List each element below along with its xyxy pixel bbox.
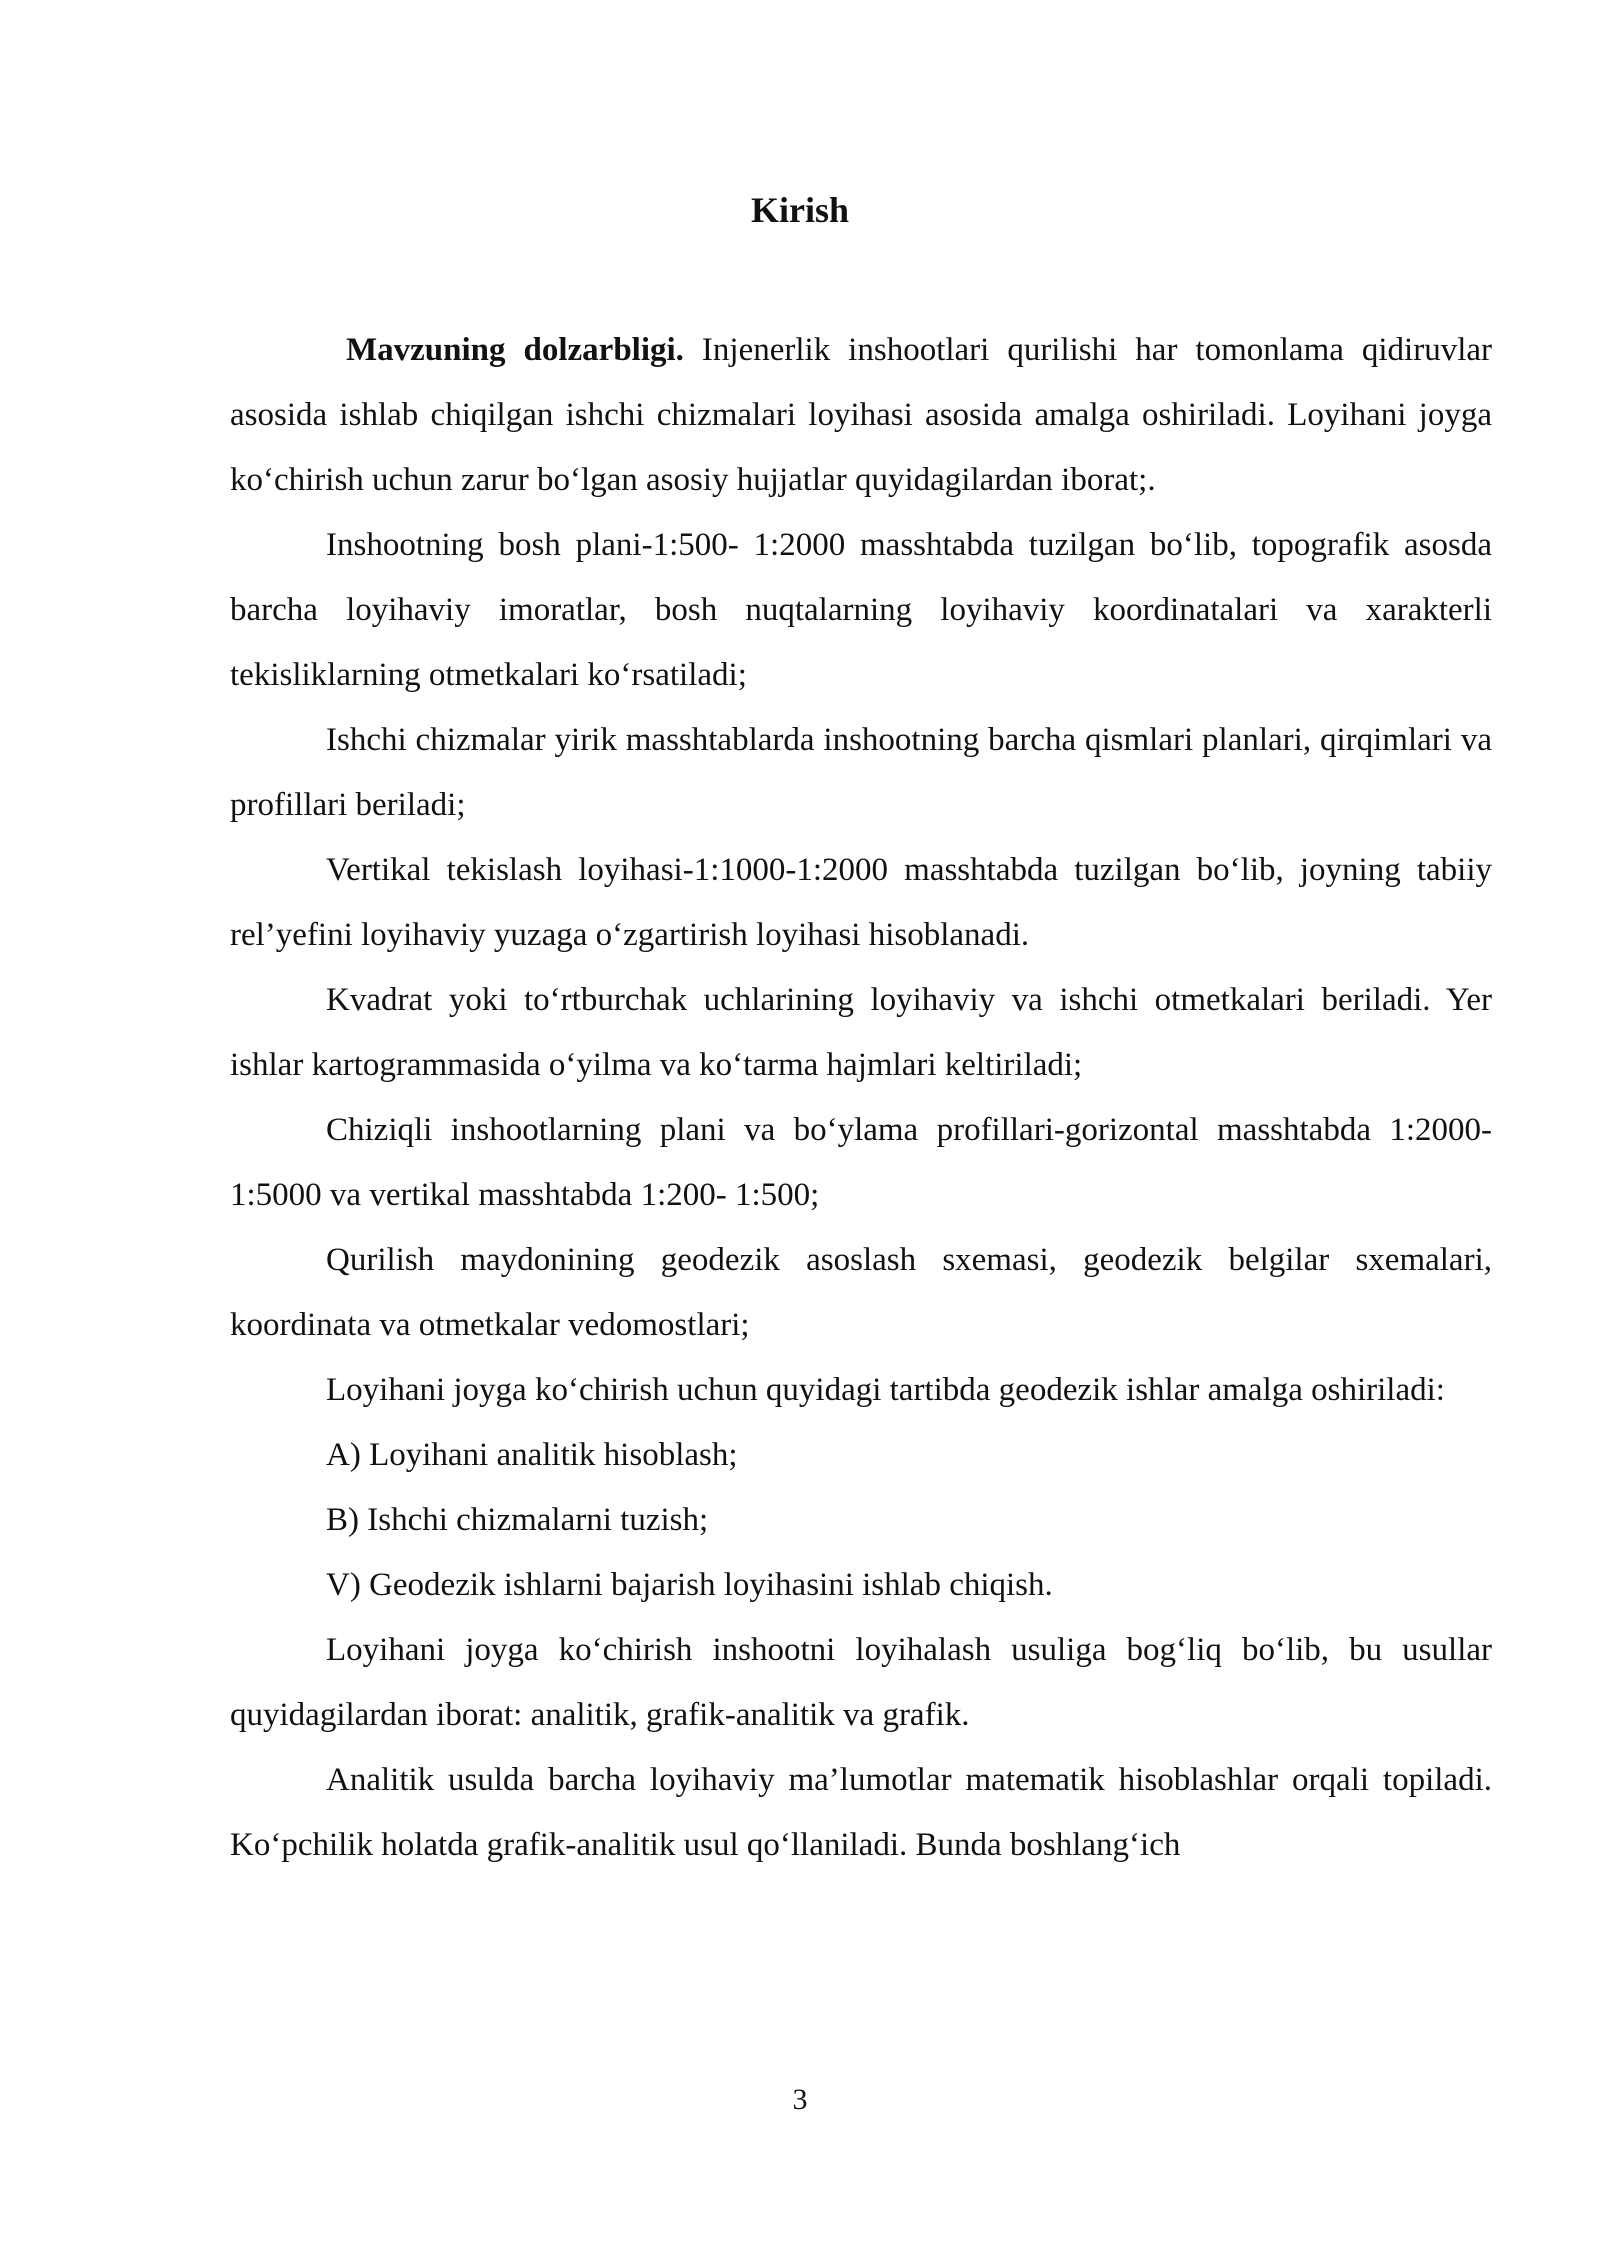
- paragraph-geodezik-asoslash: Qurilish maydonining geodezik asoslash sxemasi, geodezik belgilar sxemalari, koordinata va otmetkalar vedomostlari;: [230, 1242, 1492, 1343]
- list-item-b: B) Ishchi chizmalarni tuzish;: [326, 1502, 709, 1538]
- paragraph-ishchi-chizmalar: Ishchi chizmalar yirik masshtablarda inshootning barcha qismlari planlari, qirqimlari va profillari beriladi;: [230, 722, 1492, 823]
- list-item-a: A) Loyihani analitik hisoblash;: [326, 1437, 738, 1473]
- list-item-v: V) Geodezik ishlarni bajarish loyihasini ishlab chiqish.: [326, 1567, 1053, 1603]
- intro-text: Injenerlik inshootlari qurilishi har tomonlama qidiruvlar asosida ishlab chiqilgan ishchi chizmalari loyihasi asosida amalga oshiriladi. Loyihani joyga ko‘chirish uchun zarur bo‘lgan asosiy hujjatlar quyidagilardan iborat;.: [230, 332, 1493, 498]
- paragraph-chiziqli-inshootlar: Chiziqli inshootlarning plani va bo‘ylama profillari-gorizontal masshtabda 1:2000- 1:5000 va vertikal masshtabda 1:200- 1:500;: [230, 1112, 1492, 1213]
- page-title: Kirish: [750, 190, 849, 230]
- paragraph-usullar: Loyihani joyga ko‘chirish inshootni loyihalash usuliga bog‘liq bo‘lib, bu usullar quyidagilardan iborat: analitik, grafik-analitik va grafik.: [230, 1632, 1492, 1733]
- page-number: 3: [792, 2083, 808, 2116]
- paragraph-analitik-usul: Analitik usulda barcha loyihaviy ma’lumotlar matematik hisoblashlar orqali topiladi. Ko‘pchilik holatda grafik-analitik usul qo‘llaniladi. Bunda boshlang‘ich: [230, 1762, 1492, 1863]
- intro-lead: Mavzuning dolzarbligi.: [346, 332, 684, 368]
- paragraph-kvadrat: Kvadrat yoki to‘rtburchak uchlarining loyihaviy va ishchi otmetkalari beriladi. Yer ishlar kartogrammasida o‘yilma va ko‘tarma hajmlari keltiriladi;: [230, 982, 1492, 1083]
- intro-paragraph: [230, 318, 1492, 513]
- body-text: [230, 318, 1492, 1878]
- paragraph-geodezik-ishlar: Loyihani joyga ko‘chirish uchun quyidagi tartibda geodezik ishlar amalga oshiriladi:: [326, 1372, 1445, 1408]
- paragraph-vertikal-tekislash: Vertikal tekislash loyihasi-1:1000-1:2000 masshtabda tuzilgan bo‘lib, joyning tabiiy rel’yefini loyihaviy yuzaga o‘zgartirish loyihasi hisoblanadi.: [230, 852, 1492, 953]
- paragraph-bosh-plan: Inshootning bosh plani-1:500- 1:2000 masshtabda tuzilgan bo‘lib, topografik asosda barcha loyihaviy imoratlar, bosh nuqtalarning loyihaviy koordinatalari va xarakterli tekisliklarning otmetkalari ko‘rsatiladi;: [230, 527, 1492, 693]
